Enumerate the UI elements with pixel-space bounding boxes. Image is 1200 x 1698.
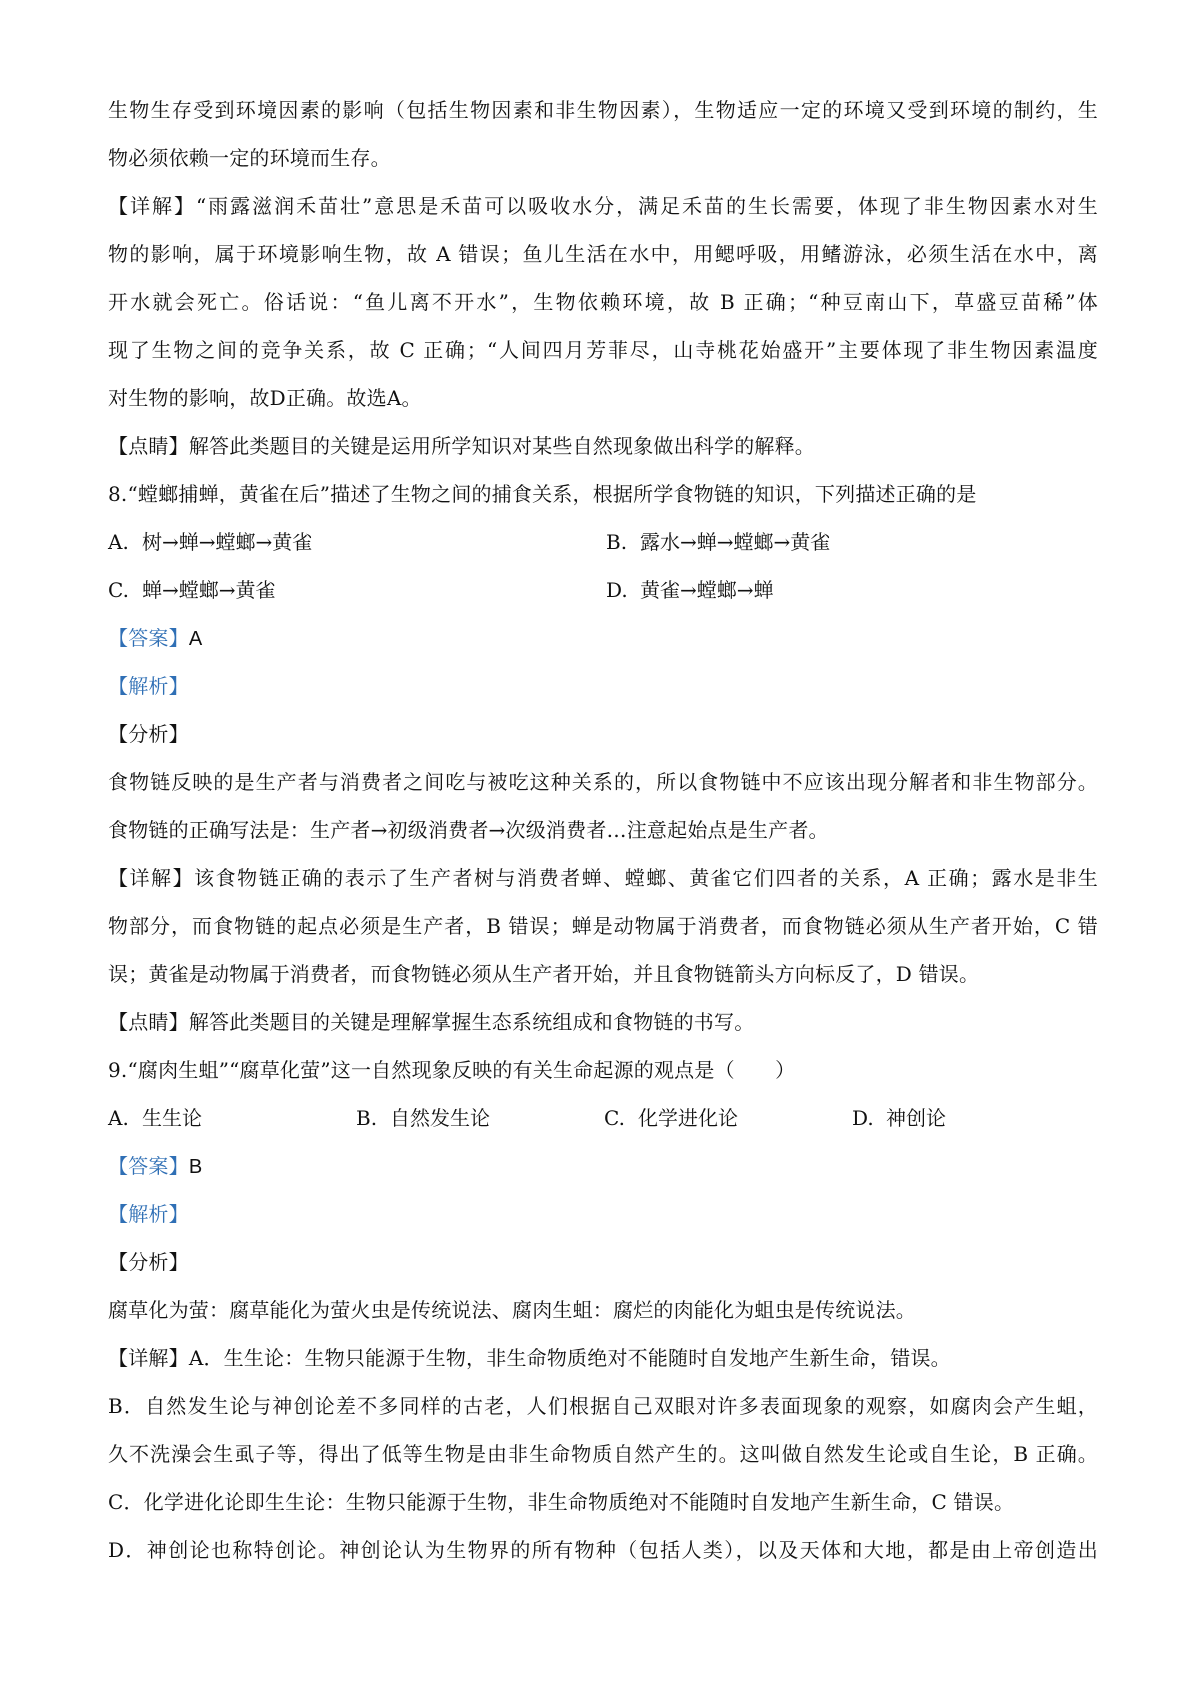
q7-detail-line-2: 物的影响，属于环境影响生物，故 A 错误；鱼儿生活在水中，用鳃呼吸，用鳍游泳，必须生活在水中，离 (108, 242, 1098, 266)
q8-detail-line-3: 误；黄雀是动物属于消费者，而食物链必须从生产者开始，并且食物链箭头方向标反了，D 错误。 (108, 962, 980, 986)
q9-detail-line-d: D．神创论也称特创论。神创论认为生物界的所有物种（包括人类），以及天体和大地，都是由上帝创造出 (108, 1538, 1098, 1562)
q8-analysis-label: 【解析】 (108, 674, 189, 698)
q7-detail-text-1: “雨露滋润禾苗壮”意思是禾苗可以吸收水分，满足禾苗的生长需要，体现了非生物因素水对生 (195, 194, 1098, 218)
q9-option-c-text: 化学进化论 (638, 1106, 738, 1130)
q9-answer-label: 【答案】 (108, 1154, 189, 1178)
q9-detail-label: 【详解】 (108, 1346, 189, 1370)
q8-option-a-text: 树→蝉→螳螂→黄雀 (142, 530, 313, 554)
intro-line-2: 物必须依赖一定的环境而生存。 (108, 146, 391, 170)
q9-option-c-letter: C. (604, 1106, 625, 1130)
q8-tip-label: 【点睛】 (108, 1010, 189, 1034)
q8-detail-line-1 (108, 864, 1098, 892)
q9-answer-line (108, 1152, 1098, 1181)
q8-answer-label: 【答案】 (108, 626, 189, 650)
q8-tip-text: 解答此类题目的关键是理解掌握生态系统组成和食物链的书写。 (188, 1010, 755, 1034)
q9-detail-line-a (108, 1344, 1098, 1372)
q8-option-b-letter: B. (606, 530, 628, 554)
q9-option-a (108, 1104, 202, 1132)
q9-fenxi-label: 【分析】 (108, 1250, 189, 1274)
q7-detail-line-4: 现了生物之间的竞争关系，故 C 正确；“人间四月芳菲尽，山寺桃花始盛开”主要体现了非生物因素温度 (108, 338, 1098, 362)
q7-detail-line-1 (108, 192, 1098, 220)
q8-option-c-letter: C. (108, 578, 129, 602)
q8-option-d-text: 黄雀→螳螂→蝉 (640, 578, 774, 602)
q8-fenxi-label: 【分析】 (108, 722, 189, 746)
q9-answer-value: B (188, 1156, 203, 1178)
q9-detail-line-b1: B．自然发生论与神创论差不多同样的古老，人们根据自己双眼对许多表面现象的观察，如腐肉会产生蛆， (108, 1394, 1098, 1418)
q9-option-d-letter: D. (852, 1106, 874, 1130)
q9-option-a-text: 生生论 (142, 1106, 202, 1130)
q8-fenxi-line-2: 食物链的正确写法是：生产者→初级消费者→次级消费者…注意起始点是生产者。 (108, 818, 829, 842)
q8-option-d (606, 576, 774, 604)
q9-option-b (356, 1104, 490, 1132)
q9-analysis-label: 【解析】 (108, 1202, 189, 1226)
q7-detail-line-3: 开水就会死亡。俗话说：“鱼儿离不开水”，生物依赖环境，故 B 正确；“种豆南山下，草盛豆苗稀”体 (108, 290, 1098, 314)
q9-stem: 9.“腐肉生蛆”“腐草化萤”这一自然现象反映的有关生命起源的观点是（ ） (108, 1058, 796, 1082)
q8-detail-line-2: 物部分，而食物链的起点必须是生产者，B 错误；蝉是动物属于消费者，而食物链必须从生产者开始，C 错 (108, 914, 1098, 938)
intro-line-1: 生物生存受到环境因素的影响（包括生物因素和非生物因素），生物适应一定的环境又受到环境的制约，生 (108, 98, 1098, 122)
q8-option-c (108, 576, 276, 604)
q8-option-a-letter: A. (108, 530, 129, 554)
q8-option-c-text: 蝉→螳螂→黄雀 (142, 578, 276, 602)
q8-tip-line (108, 1008, 1098, 1036)
q9-option-d-text: 神创论 (886, 1106, 946, 1130)
q9-fenxi-line: 腐草化为萤：腐草能化为萤火虫是传统说法、腐肉生蛆：腐烂的肉能化为蛆虫是传统说法。 (108, 1298, 916, 1322)
q7-detail-line-5: 对生物的影响，故D正确。故选A。 (108, 386, 422, 410)
q9-detail-text-a: A．生生论：生物只能源于生物，非生命物质绝对不能随时自发地产生新生命，错误。 (188, 1346, 951, 1370)
q9-option-b-letter: B. (356, 1106, 378, 1130)
q8-stem: 8.“螳螂捕蝉，黄雀在后”描述了生物之间的捕食关系，根据所学食物链的知识，下列描述正确的是 (108, 482, 977, 506)
q8-detail-text-1: 该食物链正确的表示了生产者树与消费者蝉、螳螂、黄雀它们四者的关系，A 正确；露水是非生 (194, 866, 1098, 890)
q9-option-c (604, 1104, 738, 1132)
q8-detail-label: 【详解】 (108, 866, 195, 890)
q9-option-a-letter: A. (108, 1106, 129, 1130)
q7-detail-label: 【详解】 (108, 194, 196, 218)
q9-option-d (852, 1104, 946, 1132)
q7-tip-text: 解答此类题目的关键是运用所学知识对某些自然现象做出科学的解释。 (188, 434, 816, 458)
q8-answer-value: A (188, 628, 203, 650)
q7-tip-line (108, 432, 1098, 460)
q7-tip-label: 【点睛】 (108, 434, 189, 458)
q9-option-b-text: 自然发生论 (390, 1106, 490, 1130)
q9-detail-line-b2: 久不洗澡会生虱子等，得出了低等生物是由非生命物质自然产生的。这叫做自然发生论或自生论，B 正确。 (108, 1442, 1098, 1466)
q8-answer-line (108, 624, 1098, 653)
q8-option-a (108, 528, 312, 556)
q8-option-d-letter: D. (606, 578, 628, 602)
q8-option-b-text: 露水→蝉→螳螂→黄雀 (640, 530, 831, 554)
q9-detail-line-c: C．化学进化论即生生论：生物只能源于生物，非生命物质绝对不能随时自发地产生新生命，C 错误。 (108, 1490, 1015, 1514)
q8-option-b (606, 528, 830, 556)
q8-fenxi-line-1: 食物链反映的是生产者与消费者之间吃与被吃这种关系的，所以食物链中不应该出现分解者和非生物部分。 (108, 770, 1098, 794)
